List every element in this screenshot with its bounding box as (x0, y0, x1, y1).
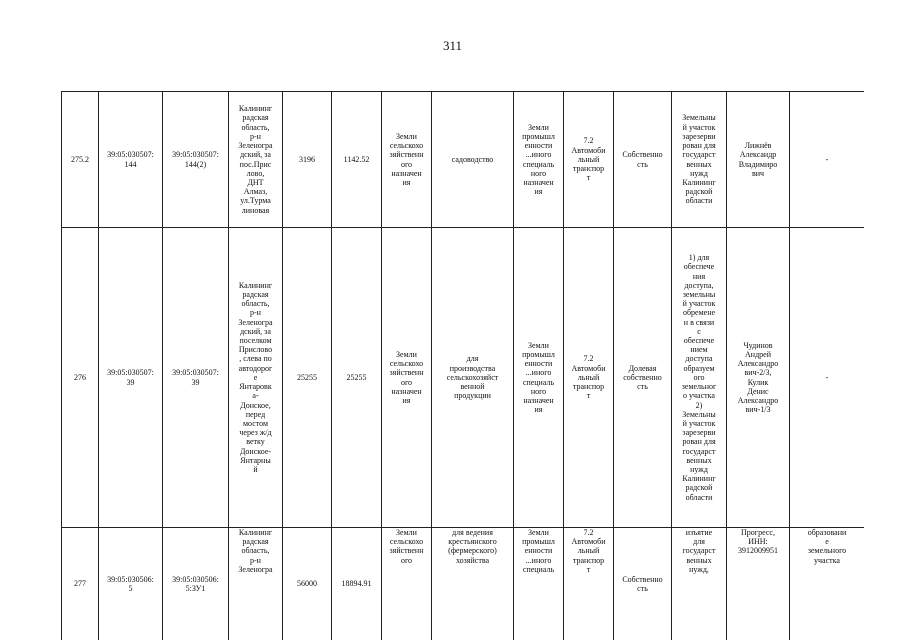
cadastral-number-cell: 39:05:030506: 5 (99, 528, 163, 640)
seized-area-cell: 1142.52 (332, 92, 382, 228)
formed-parcel-number-cell: 39:05:030507: 39 (163, 228, 229, 528)
seized-area-cell: 25255 (332, 228, 382, 528)
ownership-type-cell: Собственно сть (614, 92, 672, 228)
owner-cell: Лижнёв Александр Владимиро вич (727, 92, 790, 228)
permitted-use-cell: для производства сельскохозяйст венной продукции (432, 228, 514, 528)
land-parcels-table (61, 91, 864, 640)
new-use-cell: 7.2 Автомоби льный транспор т (564, 528, 614, 640)
formed-parcel-number-cell: 39:05:030506: 5:ЗУ1 (163, 528, 229, 640)
note-cell: - (790, 92, 865, 228)
new-category-cell: Земли промышл енности ...иного специаль ного назначен ия (514, 228, 564, 528)
new-use-cell: 7.2 Автомоби льный транспор т (564, 228, 614, 528)
total-area-cell: 3196 (283, 92, 332, 228)
cadastral-number-cell: 39:05:030507: 144 (99, 92, 163, 228)
land-category-cell: Земли сельскохо зяйственн ого (382, 528, 432, 640)
owner-cell: Чудинов Андрей Александро вич-2/3, Кулик Денис Александро вич-1/3 (727, 228, 790, 528)
land-category-cell: Земли сельскохо зяйственн ого назначен ия (382, 228, 432, 528)
total-area-cell: 56000 (283, 528, 332, 640)
table-row (62, 528, 865, 640)
ownership-type-cell: Собственно сть (614, 528, 672, 640)
encumbrance-cell: изъятие для государст венных нужд, (672, 528, 727, 640)
permitted-use-cell: садоводство (432, 92, 514, 228)
formed-parcel-number-cell: 39:05:030507: 144(2) (163, 92, 229, 228)
row-number-cell: 276 (62, 228, 99, 528)
encumbrance-cell: 1) для обеспече ния доступа, земельны й участок обремене н в связи с обеспече нием доступа образуем ого земельног о участка 2) Земельны й участок зарезерви рован для государст венных нужд Калининг радской области (672, 228, 727, 528)
land-table-container (61, 91, 864, 640)
page-number: 311 (442, 38, 463, 53)
row-number-cell: 275.2 (62, 92, 99, 228)
cadastral-number-cell: 39:05:030507: 39 (99, 228, 163, 528)
seized-area-cell: 18894.91 (332, 528, 382, 640)
permitted-use-cell: для ведения крестьянского (фермерского) хозяйства (432, 528, 514, 640)
owner-cell: Прогресс, ИНН: 3912009951 (727, 528, 790, 640)
note-cell: образовани е земельного участка (790, 528, 865, 640)
table-row (62, 228, 865, 528)
note-cell: - (790, 228, 865, 528)
new-category-cell: Земли промышл енности ...иного специаль ного назначен ия (514, 92, 564, 228)
new-use-cell: 7.2 Автомоби льный транспор т (564, 92, 614, 228)
table-row (62, 92, 865, 228)
encumbrance-cell: Земельны й участок зарезерви рован для государст венных нужд Калининг радской области (672, 92, 727, 228)
address-cell: Калининг радская область, р-н Зеленогра дский, за пос.Прис лово, ДНТ Алмаз, ул.Турма линовая (229, 92, 283, 228)
row-number-cell: 277 (62, 528, 99, 640)
land-category-cell: Земли сельскохо зяйственн ого назначен ия (382, 92, 432, 228)
address-cell: Калининг радская область, р-н Зеленогра (229, 528, 283, 640)
address-cell: Калининг радская область, р-н Зеленогра дский, за поселком Прислово , слева по автодорог е Янтаровк а- Донское, перед мостом через ж/д ветку Донское- Янтарны й (229, 228, 283, 528)
ownership-type-cell: Долевая собственно сть (614, 228, 672, 528)
new-category-cell: Земли промышл енности ...иного специаль (514, 528, 564, 640)
total-area-cell: 25255 (283, 228, 332, 528)
